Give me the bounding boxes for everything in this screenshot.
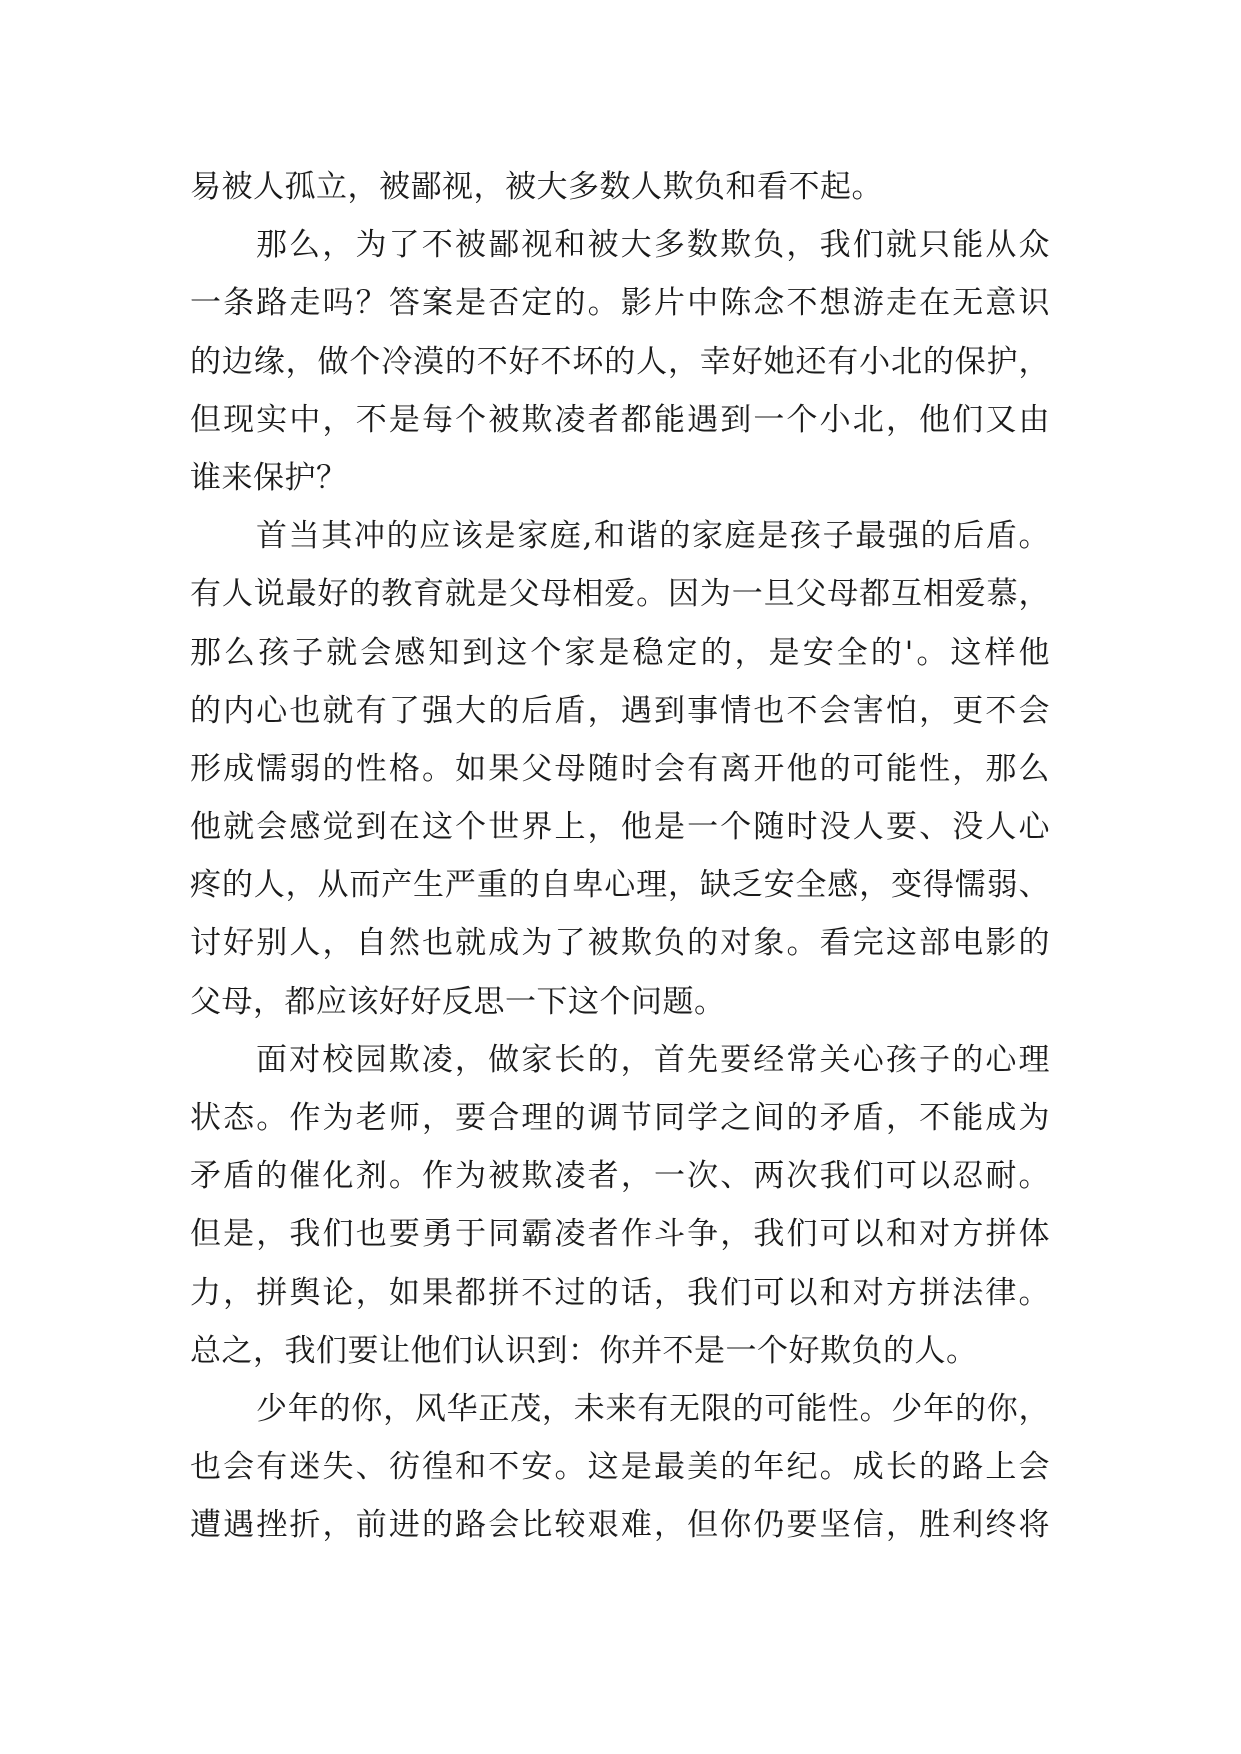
text-line: 疼的人，从而产生严重的自卑心理，缺乏安全感，变得懦弱、: [190, 867, 1050, 904]
document-body: [190, 158, 1050, 1555]
text-line: 遭遇挫折，前进的路会比较艰难，但你仍要坚信，胜利终将: [190, 1507, 1050, 1544]
text-line: 面对校园欺凌，做家长的，首先要经常关心孩子的心理: [256, 1041, 1050, 1078]
text-line: 形成懦弱的性格。如果父母随时会有离开他的可能性，那么: [190, 750, 1050, 787]
text-line: 少年的你，风华正茂，未来有无限的可能性。少年的你，: [256, 1390, 1050, 1427]
text-line: 那么孩子就会感知到这个家是稳定的，是安全的'。这样他: [190, 634, 1050, 671]
text-line: 那么，为了不被鄙视和被大多数欺负，我们就只能从众: [256, 227, 1050, 264]
text-line: 的内心也就有了强大的后盾，遇到事情也不会害怕，更不会: [190, 692, 1050, 729]
text-line: 总之，我们要让他们认识到：你并不是一个好欺负的人。: [190, 1332, 978, 1369]
text-line: 一条路走吗？答案是否定的。影片中陈念不想游走在无意识: [190, 285, 1050, 322]
text-line: 讨好别人，自然也就成为了被欺负的对象。看完这部电影的: [190, 925, 1050, 962]
text-line: 有人说最好的教育就是父母相爱。因为一旦父母都互相爱慕，: [190, 576, 1050, 613]
text-line: 矛盾的催化剂。作为被欺凌者，一次、两次我们可以忍耐。: [190, 1158, 1050, 1195]
text-line: 易被人孤立，被鄙视，被大多数人欺负和看不起。: [190, 169, 883, 205]
text-line: 首当其冲的应该是家庭,和谐的家庭是孩子最强的后盾。: [256, 518, 1050, 555]
text-line: 他就会感觉到在这个世界上，他是一个随时没人要、没人心: [190, 809, 1050, 846]
text-line: 但现实中，不是每个被欺凌者都能遇到一个小北，他们又由: [190, 401, 1050, 438]
text-line: 谁来保护？: [190, 459, 348, 496]
text-line: 也会有迷失、彷徨和不安。这是最美的年纪。成长的路上会: [190, 1449, 1050, 1486]
text-line: 力，拼舆论，如果都拼不过的话，我们可以和对方拼法律。: [190, 1274, 1050, 1311]
text-line: 父母，都应该好好反思一下这个问题。: [190, 983, 726, 1020]
text-line: 但是，我们也要勇于同霸凌者作斗争，我们可以和对方拼体: [190, 1216, 1050, 1253]
text-line: 的边缘，做个冷漠的不好不坏的人，幸好她还有小北的保护，: [190, 343, 1050, 380]
text-line: 状态。作为老师，要合理的调节同学之间的矛盾，不能成为: [190, 1100, 1050, 1136]
